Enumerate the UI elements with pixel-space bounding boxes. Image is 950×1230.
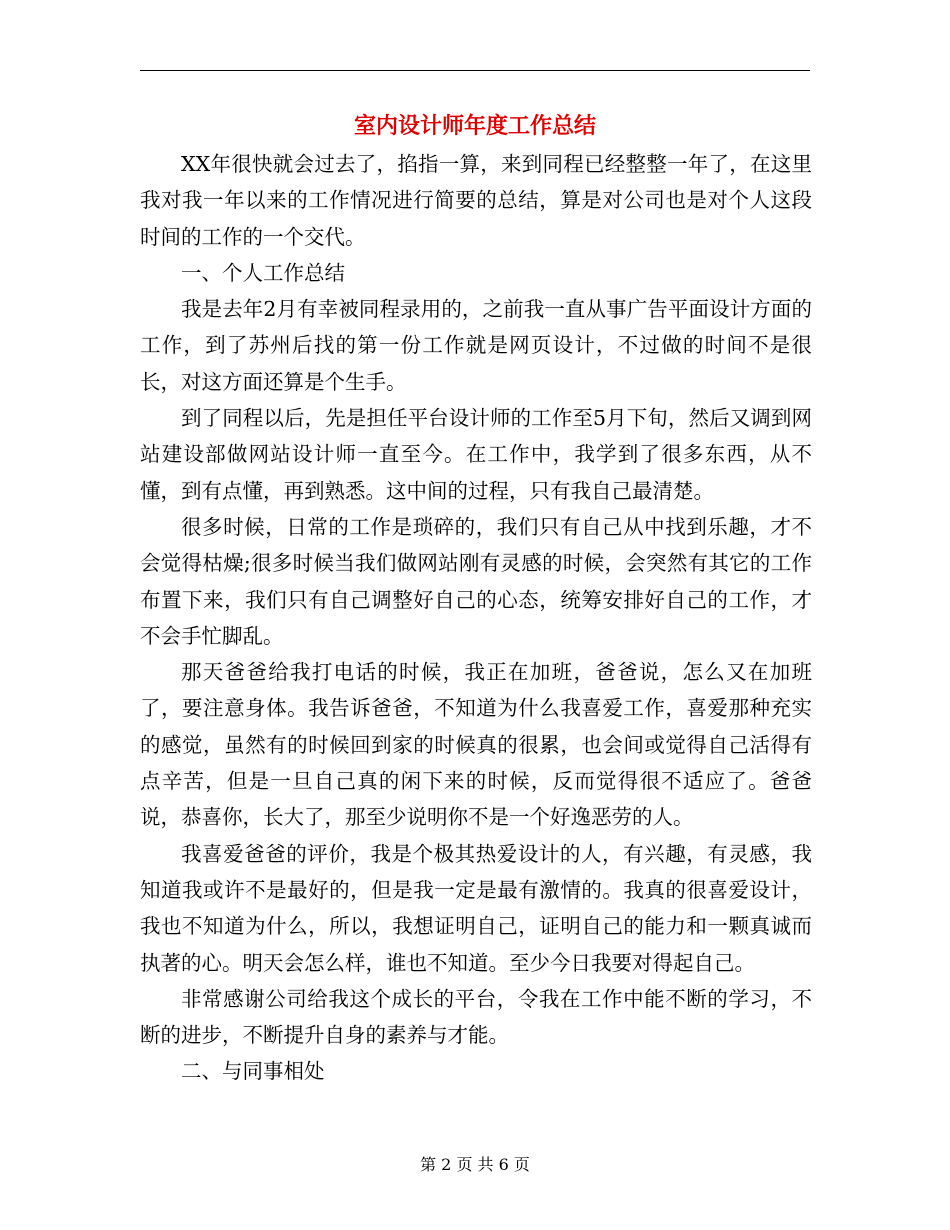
paragraph-intro: XX年很快就会过去了，掐指一算，来到同程已经整整一年了，在这里我对我一年以来的工作情况进行简要的总结，算是对公司也是对个人这段时间的工作的一个交代。 — [140, 152, 812, 249]
document-body — [140, 146, 812, 1090]
paragraph: 非常感谢公司给我这个成长的平台，令我在工作中能不断的学习，不断的进步，不断提升自身的素养与才能。 — [140, 986, 812, 1048]
paragraph: 很多时候，日常的工作是琐碎的，我们只有自己从中找到乐趣，才不会觉得枯燥;很多时候当我们做网站刚有灵感的时候，会突然有其它的工作布置下来，我们只有自己调整好自己的心态，统筹安排好自己的工作，才不会手忙脚乱。 — [140, 514, 812, 648]
section-heading-colleagues: 二、与同事相处 — [181, 1059, 325, 1084]
paragraph: 那天爸爸给我打电话的时候，我正在加班，爸爸说，怎么又在加班了，要注意身体。我告诉爸爸，不知道为什么我喜爱工作，喜爱那种充实的感觉，虽然有的时候回到家的时候真的很累，也会间或觉得自己活得有点辛苦，但是一旦自己真的闲下来的时候，反而觉得很不适应了。爸爸说，恭喜你，长大了，那至少说明你不是一个好逸恶劳的人。 — [140, 660, 812, 830]
section-heading-personal-summary: 一、个人工作总结 — [181, 260, 345, 285]
paragraph: 到了同程以后，先是担任平台设计师的工作至5月下旬，然后又调到网站建设部做网站设计师一直至今。在工作中，我学到了很多东西，从不懂，到有点懂，再到熟悉。这中间的过程，只有我自己最清楚。 — [140, 406, 812, 503]
paragraph: 我喜爱爸爸的评价，我是个极其热爱设计的人，有兴趣，有灵感，我知道我或许不是最好的，但是我一定是最有激情的。我真的很喜爱设计，我也不知道为什么，所以，我想证明自己，证明自己的能力和一颗真诚而执著的心。明天会怎么样，谁也不知道。至少今日我要对得起自己。 — [140, 841, 812, 975]
paragraph: 我是去年2月有幸被同程录用的，之前我一直从事广告平面设计方面的工作，到了苏州后找的第一份工作就是网页设计，不过做的时间不是很长，对这方面还算是个生手。 — [140, 297, 812, 394]
header-rule — [140, 70, 810, 71]
page-number: 第 2 页 共 6 页 — [420, 1155, 530, 1174]
document-title: 室内设计师年度工作总结 — [353, 113, 596, 139]
